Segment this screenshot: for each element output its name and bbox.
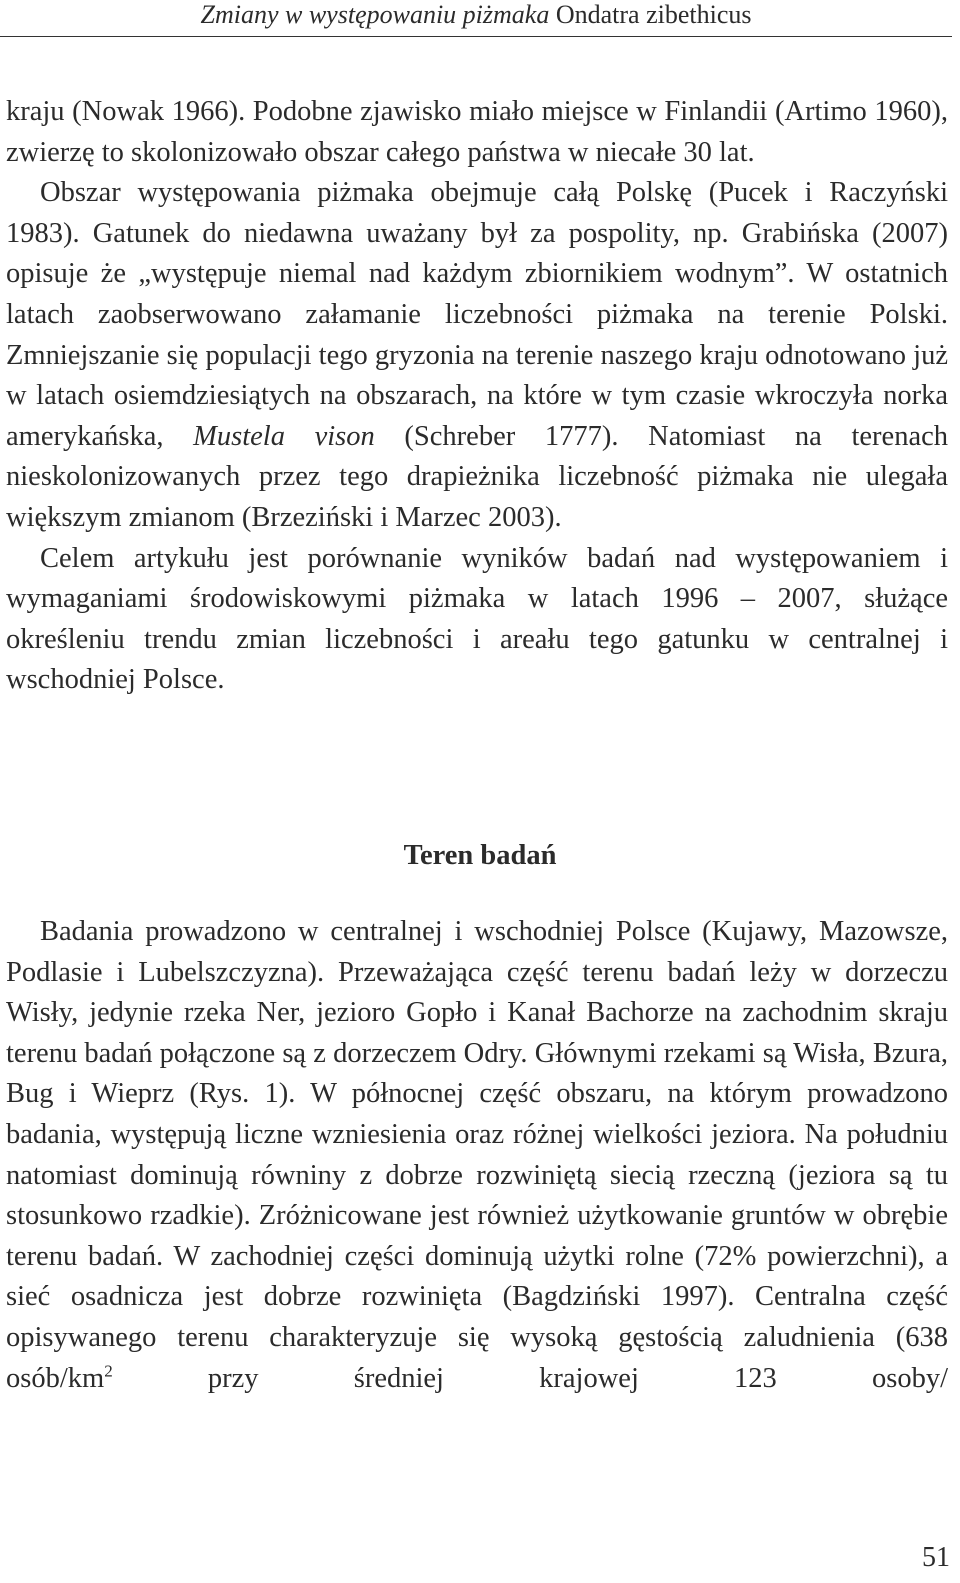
body-text xyxy=(6,92,948,701)
header-title-italic: Zmiany w występowaniu piżmaka xyxy=(200,0,550,29)
running-header xyxy=(0,0,952,37)
paragraph-continued: kraju (Nowak 1966). Podobne zjawisko miało miejsce w Finlandii (Artimo 1960), zwierzę to skolonizowało obszar całego państwa w niecałe 30 lat. xyxy=(6,96,948,168)
section-heading: Teren badań xyxy=(403,840,557,871)
section-text xyxy=(6,912,948,1399)
paragraph-aim: Celem artykułu jest porównanie wyników badań nad występowaniem i wymaganiami środowiskowymi piżmaka w latach 1996 – 2007, służące określeniu trendu zmian liczebności i areału tego gatunku w centralnej i wschodniej Polsce. xyxy=(6,542,948,696)
study-area-text-a: Badania prowadzono w centralnej i wschodniej Polsce (Kujawy, Mazowsze, Podlasie i Lubelszczyzna). Przeważająca część terenu badań leży w dorzeczu Wisły, jedynie rzeka Ner, jezioro Gopło i Kanał Bachorze na zachodnim skraju terenu badań połączone są z dorzeczem Odry. Głównymi rzekami są Wisła, Bzura, Bug i Wieprz (Rys. 1). W północnej część obszaru, na którym prowadzono badania, występują liczne wzniesienia oraz różnej wielkości jeziora. Na południu natomiast dominują równiny z dobrze rozwiniętą siecią rzeczną (jeziora są tu stosunkowo rzadkie). Zróżnicowane jest również użytkowanie gruntów w obrębie terenu badań. W zachodniej części dominują użytki rolne (72% powierzchni), a sieć osadnicza jest dobrze rozwinięta (Bagdziński 1997). Centralna część opisywanego terenu charakteryzuje się wysoką gęstością zaludnienia (638 osób/km xyxy=(6,916,948,1394)
paragraph-range-text-b: (Schreber 1777). Natomiast na terenach nieskolonizowanych przez tego drapieżnika liczebność piżmaka nie ulegała większym zmianom (Brzeziński i Marzec 2003). xyxy=(6,420,948,533)
superscript-2: 2 xyxy=(104,1361,113,1381)
paragraph-range xyxy=(6,173,948,538)
header-title-species: Ondatra zibethicus xyxy=(555,0,752,29)
paragraph-range-text-a: Obszar występowania piżmaka obejmuje całą Polskę (Pucek i Raczyński 1983). Gatunek do niedawna uważany był za pospolity, np. Grabińska (2007) opisuje że „występuje niemal nad każdym zbiornikiem wodnym”. W ostatnich latach zaobserwowano załamanie liczebności piżmaka na terenie Polski. Zmniejszanie się populacji tego gryzonia na terenie naszego kraju odnotowano już w latach osiemdziesiątych na obszarach, na które w tym czasie wkroczyła norka amerykańska, xyxy=(6,177,948,452)
paragraph-study-area xyxy=(6,912,948,1399)
page-number: 51 xyxy=(922,1542,950,1573)
species-name: Mustela vison xyxy=(193,420,375,452)
study-area-text-b: przy średniej krajowej 123 osoby/ xyxy=(112,1362,948,1394)
